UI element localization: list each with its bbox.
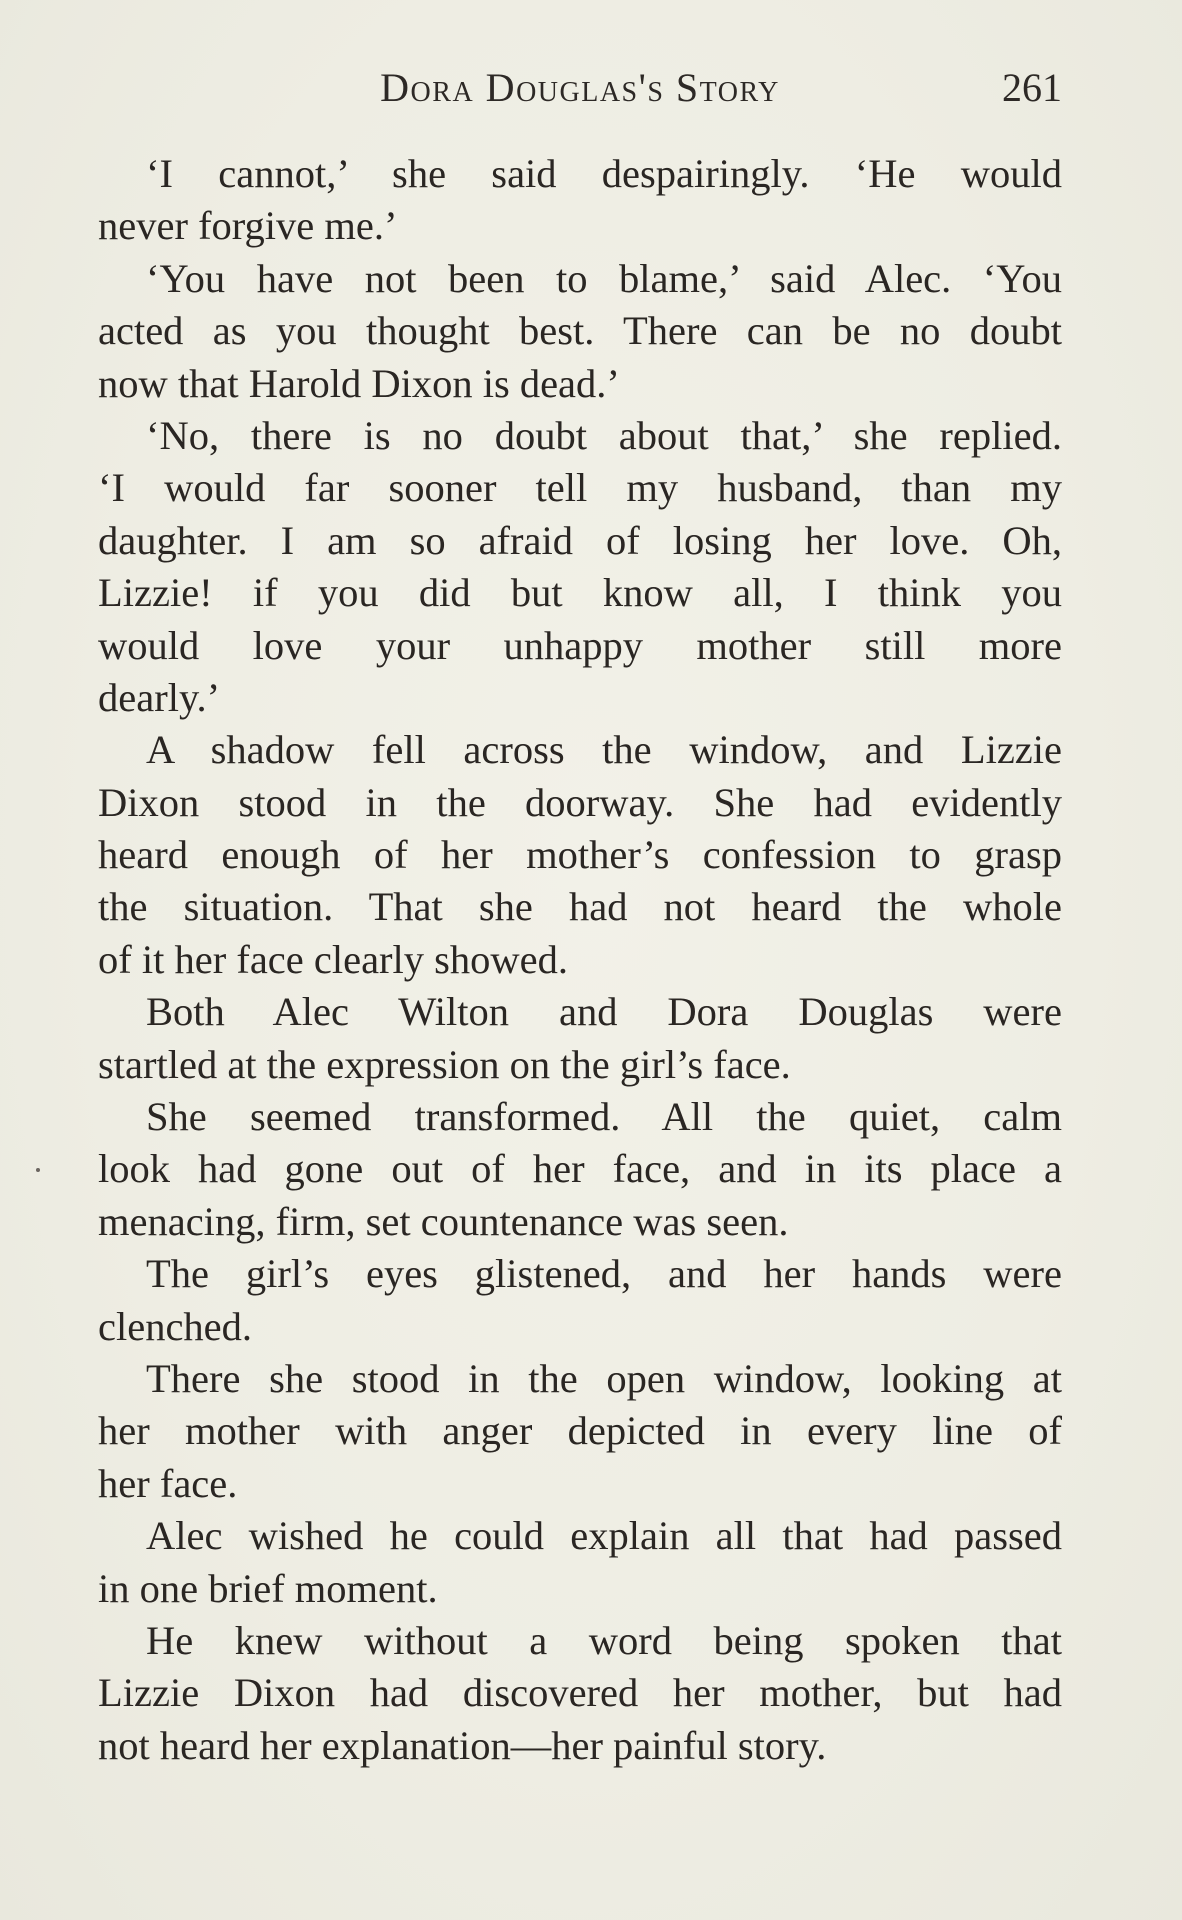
text-line: The girl’s eyes glistened, and her hands were xyxy=(146,1251,1062,1297)
text-line: ‘I cannot,’ she said despairingly. ‘He would xyxy=(146,151,1062,196)
text-line: clenched. xyxy=(98,1303,253,1349)
text-line: daughter. I am so afraid of losing her love. Oh, xyxy=(98,517,1062,563)
text-line: Lizzie Dixon had discovered her mother, but had xyxy=(98,1670,1062,1716)
text-line: ‘I would far sooner tell my husband, than my xyxy=(98,465,1062,511)
text-line: dearly.’ xyxy=(98,674,221,720)
text-line: ‘You have not been to blame,’ said Alec. ‘You xyxy=(146,255,1062,301)
text-line: heard enough of her mother’s confession to grasp xyxy=(98,832,1062,878)
text-line: would love your unhappy mother still more xyxy=(98,622,1062,668)
text-line: look had gone out of her face, and in its place a xyxy=(98,1146,1062,1192)
text-line: Both Alec Wilton and Dora Douglas were xyxy=(146,989,1062,1035)
text-line: her mother with anger depicted in every line of xyxy=(98,1408,1062,1454)
text-line: now that Harold Dixon is dead.’ xyxy=(98,360,620,406)
body-text xyxy=(98,148,1062,1772)
text-line: She seemed transformed. All the quiet, calm xyxy=(146,1094,1062,1140)
text-line: menacing, firm, set countenance was seen. xyxy=(98,1198,789,1244)
text-line: not heard her explanation—her painful story. xyxy=(98,1722,827,1768)
text-line: There she stood in the open window, looking at xyxy=(146,1355,1062,1401)
text-line: acted as you thought best. There can be no doubt xyxy=(98,308,1062,354)
text-line: He knew without a word being spoken that xyxy=(146,1617,1062,1663)
text-line: A shadow fell across the window, and Lizzie xyxy=(146,727,1062,773)
page-number: 261 xyxy=(1002,65,1062,110)
text-line: Alec wished he could explain all that had passed xyxy=(146,1513,1062,1559)
text-line: startled at the expression on the girl’s face. xyxy=(98,1041,791,1087)
text-line: never forgive me.’ xyxy=(98,203,398,249)
text-line: Dixon stood in the doorway. She had evidently xyxy=(98,779,1062,825)
text-line: Lizzie! if you did but know all, I think you xyxy=(98,570,1062,616)
running-title: Dora Douglas's Story xyxy=(380,65,780,110)
text-line: of it her face clearly showed. xyxy=(98,936,569,982)
text-line: in one brief moment. xyxy=(98,1565,438,1611)
margin-mark xyxy=(36,1168,40,1172)
page-header xyxy=(98,60,1062,114)
text-line: her face. xyxy=(98,1460,238,1506)
text-line: ‘No, there is no doubt about that,’ she replied. xyxy=(146,412,1062,458)
text-line: the situation. That she had not heard the whole xyxy=(98,884,1062,930)
